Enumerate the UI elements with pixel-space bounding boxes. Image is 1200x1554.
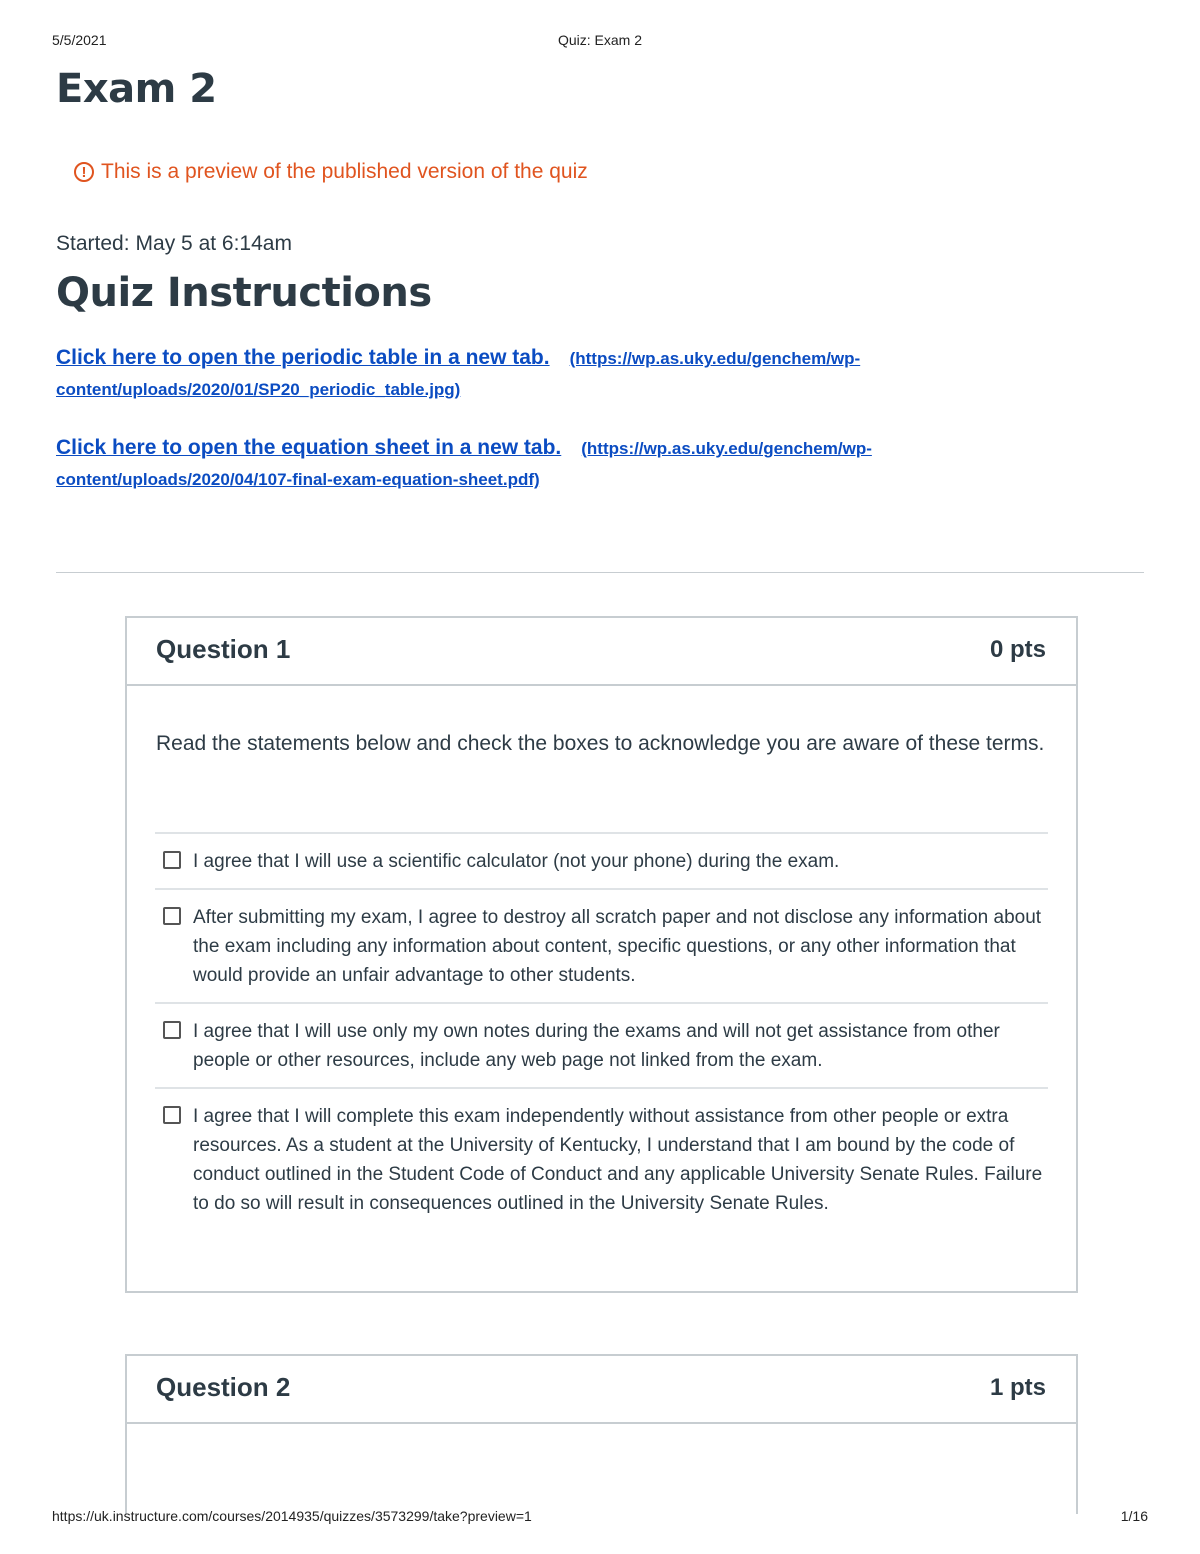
answer-checkbox[interactable] (163, 851, 181, 869)
periodic-table-link[interactable] (56, 346, 1056, 400)
preview-notice-text: This is a preview of the published version of the quiz (101, 160, 588, 183)
equation-sheet-link-text[interactable]: Click here to open the equation sheet in a new tab. (56, 436, 562, 459)
answer-checkbox[interactable] (163, 1106, 181, 1124)
periodic-table-link-url[interactable]: (https://wp.as.uky.edu/genchem/wp- (569, 349, 861, 368)
question-header (127, 1356, 1076, 1424)
question-card (125, 616, 1078, 1293)
answer-list (155, 832, 1048, 1230)
question-card (125, 1354, 1078, 1514)
answer-option[interactable] (155, 832, 1048, 888)
equation-sheet-link[interactable] (56, 436, 1056, 490)
answer-option[interactable] (155, 888, 1048, 1002)
answer-option[interactable] (155, 1002, 1048, 1087)
section-divider (56, 572, 1144, 573)
answer-label: I agree that I will use only my own notes during the exams and will not get assistance from other people or other resources, include any web page not linked from the exam. (193, 1021, 1000, 1071)
alert-circle-icon: ! (74, 162, 94, 182)
print-footer (52, 1508, 1148, 1528)
equation-sheet-link-url-cont[interactable]: content/uploads/2020/04/107-final-exam-equation-sheet.pdf) (56, 470, 540, 489)
print-title: Quiz: Exam 2 (557, 32, 643, 48)
preview-notice (74, 160, 588, 184)
answer-label: I agree that I will use a scientific calculator (not your phone) during the exam. (193, 851, 840, 872)
print-header (52, 32, 1148, 52)
started-label: Started: (56, 232, 130, 255)
question-name: Question 2 (156, 1372, 291, 1402)
answer-label: After submitting my exam, I agree to destroy all scratch paper and not disclose any information about the exam including any information about content, specific questions, or any other information that would provide an unfair advantage to other students. (193, 907, 1042, 986)
question-text: Read the statements below and check the boxes to acknowledge you are aware of these terms. (156, 732, 1045, 755)
answer-label: I agree that I will complete this exam independently without assistance from other people or extra resources. As a student at the University of Kentucky, I understand that I am bound by the code of conduct outlined in the Student Code of Conduct and any applicable University Senate Rules. Failure to do so will result in consequences outlined in the University Senate Rules. (193, 1106, 1043, 1214)
periodic-table-link-text[interactable]: Click here to open the periodic table in a new tab. (56, 346, 550, 369)
page-title: Exam 2 (56, 66, 217, 112)
answer-checkbox[interactable] (163, 907, 181, 925)
equation-sheet-link-url[interactable]: (https://wp.as.uky.edu/genchem/wp- (581, 439, 872, 458)
question-name: Question 1 (156, 634, 291, 664)
question-header (127, 618, 1076, 686)
periodic-table-link-url-cont[interactable]: content/uploads/2020/01/SP20_periodic_table.jpg) (56, 380, 461, 399)
answer-checkbox[interactable] (163, 1021, 181, 1039)
started-value: May 5 at 6:14am (135, 232, 292, 255)
started-time (56, 232, 292, 256)
question-points: 1 pts (989, 1374, 1046, 1401)
instructions-heading: Quiz Instructions (56, 270, 432, 316)
question-points: 0 pts (989, 636, 1046, 663)
print-url: https://uk.instructure.com/courses/2014935/quizzes/3573299/take?preview=1 (52, 1508, 532, 1524)
answer-option[interactable] (155, 1087, 1048, 1230)
print-date: 5/5/2021 (52, 32, 107, 48)
print-page-number: 1/16 (1120, 1508, 1148, 1524)
